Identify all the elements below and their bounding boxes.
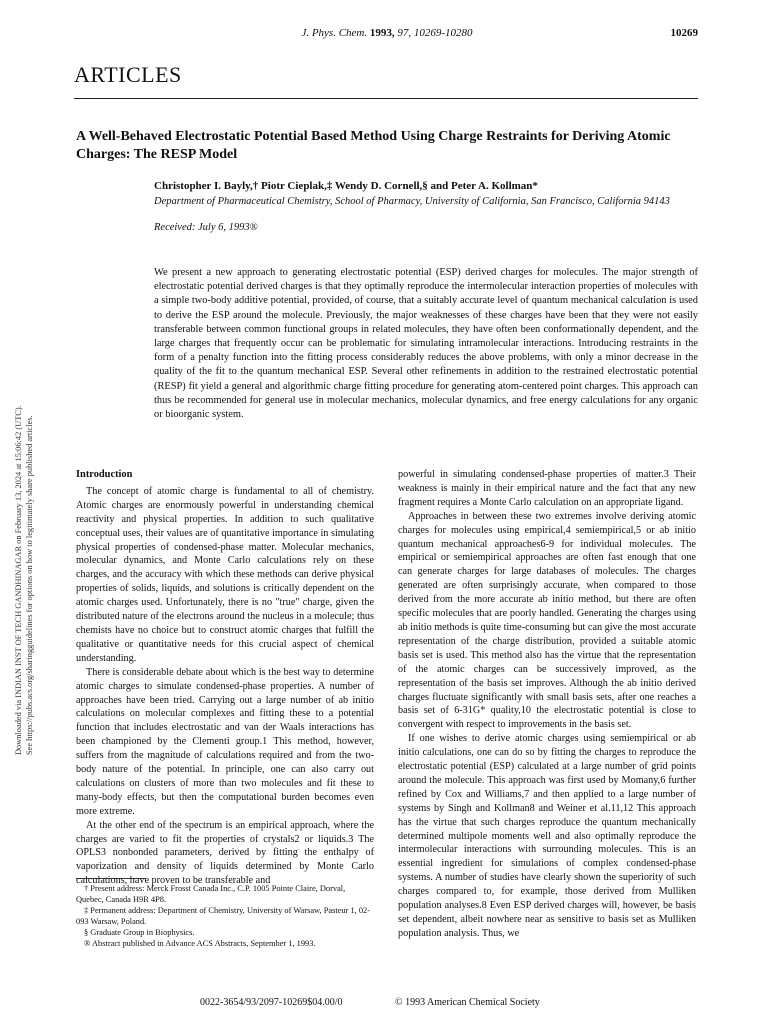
body-paragraph: If one wishes to derive atomic charges using semiempirical or ab initio calculations, one can do so by fitting the charges to reproduce the electrostatic potential (ESP) calculated at a large number of grid points around the molecule. This approach was first used by Momany,6 further refined by Cox and Williams,7 and then applied to a large number of systems by Singh and Kollman8 and Weiner et al.11,12 This approach has the virtue that such charges reproduce the quantum mechanically determined multipole moments well and also optimally reproduce the intermolecular interactions with surrounding molecules. This is an essential ingredient for simulations of complex condensed-phase systems. A number of studies have clearly shown the superiority of such charges compared to, for example, those derived from Mulliken population analyses.8 Even ESP derived charges will, however, be basis set dependent, albeit nowhere near as sensitive to basis set as Mulliken population analysis. Thus, we xyxy=(398,733,696,939)
section-heading-introduction: Introduction xyxy=(76,469,133,480)
footnote: ® Abstract published in Advance ACS Abstracts, September 1, 1993. xyxy=(84,939,316,948)
journal-volume: 97, xyxy=(397,27,412,39)
journal-year: 1993, xyxy=(369,27,395,39)
journal-pages: 10269-10280 xyxy=(413,27,473,39)
section-banner: ARTICLES xyxy=(74,62,182,87)
issn-code: 0022-3654/93/2097-10269$04.00/0 xyxy=(200,997,343,1008)
footnote-rule xyxy=(76,878,146,879)
author-list: Christopher I. Bayly,† Piotr Cieplak,‡ Wendy D. Cornell,§ and Peter A. Kollman* xyxy=(154,180,538,192)
footnotes xyxy=(76,883,374,949)
body-paragraph: At the other end of the spectrum is an empirical approach, where the charges are varied to fit the properties of crystals2 or liquids.3 The OPLS3 nonbonded parameters, derived by fitting the enthalpy of vaporization and density of liquids determined by Monte Carlo calculations, have proven to be transferable and xyxy=(76,819,374,887)
left-column xyxy=(76,468,374,887)
footnote: ‡ Permanent address: Department of Chemistry, University of Warsaw, Pasteur 1, 02-093 Warsaw, Poland. xyxy=(76,906,371,926)
article-title: A Well-Behaved Electrostatic Potential Based Method Using Charge Restraints for Deriving Atomic Charges: The RESP Model xyxy=(76,129,671,162)
body-paragraph: powerful in simulating condensed-phase properties of matter.3 Their weakness is mainly in their empirical nature and the fact that any new fragment requires a Monte Carlo calculation on an appropriate ligand. xyxy=(398,469,696,508)
sharing-guidelines-line: See https://pubs.acs.org/sharingguidelines for options on how to legitimately share published articles. xyxy=(24,415,34,755)
journal-name: J. Phys. Chem. xyxy=(301,27,368,39)
banner-rule xyxy=(74,98,698,99)
abstract: We present a new approach to generating electrostatic potential (ESP) derived charges for molecules. The major strength of electrostatic potential derived charges is that they optimally reproduce the intermolecular interaction properties of molecules with a simple two-body additive potential, provided, of course, that a suitably accurate level of quantum mechanical calculation is used to derive the ESP around the molecule. Previously, the major weaknesses of these charges have been that they were not easily transferable between common functional groups in related molecules, they have often been conformationally dependent, and the large charges that frequently occur can be problematic for simulating intramolecular interactions. Introducing restraints in the form of a penalty function into the fitting process considerably reduces the above problems, with only a minor decrease in the quality of the fit to the quantum mechanical ESP. Several other refinements in addition to the restrained electrostatic potential (RESP) fit yield a general and algorithmic charge fitting procedure for generating atom-centered point charges. This approach can thus be recommended for general use in molecular mechanics, molecular dynamics, and free energy calculations for any organic or bioorganic system. xyxy=(154,267,698,421)
copyright-notice: © 1993 American Chemical Society xyxy=(395,997,540,1008)
received-date: Received: July 6, 1993® xyxy=(154,222,258,233)
body-paragraph: The concept of atomic charge is fundamental to all of chemistry. Atomic charges are enormously powerful in understanding chemical reactivity and physical properties. In addition to such qualitative conceptual uses, their values are of quantitative importance in simulating physical properties of condensed-phase matter. Molecular mechanics, molecular dynamics, and Monte Carlo calculations rely on these charges, and the accuracy with which these methods can derive physical properties of solids, liquids, and solutions is critically dependent on the atomic charges used. Unfortunately, there is no "true" charge, given the distributed nature of the electrons around the nucleus in a molecule; thus chemists have no choice but to construct atomic charges that fulfill the qualitative or quantitative needs for this crucial aspect of chemical understanding. xyxy=(76,485,374,664)
download-notice-line: Downloaded via INDIAN INST OF TECH GANDHINAGAR on February 13, 2024 at 15:06:42 (UTC). xyxy=(14,405,23,755)
footnote: † Present address: Merck Frosst Canada Inc., C.P. 1005 Pointe Claire, Dorval, Quebec, Canada H9R 4P8. xyxy=(76,884,346,904)
download-notice xyxy=(14,315,35,755)
journal-reference xyxy=(232,27,542,39)
affiliation: Department of Pharmaceutical Chemistry, School of Pharmacy, University of California, San Francisco, California 94143 xyxy=(154,196,670,207)
body-paragraph: Approaches in between these two extremes involve deriving atomic charges for molecules using empirical,4 semiempirical,5 or ab initio quantum mechanical approaches6-9 for individual molecules. The empirical or semiempirical approaches are often fast enough that one can generate charges for large databases of molecules. The charges generated are often surprisingly accurate, when compared to those derived from the more accurate ab initio method, but there are often specific molecules that are poorly handled. Generating the charges using ab initio methods is quite time-consuming but can give the most accurate representation of the charge distribution, provided a suitable atomic basis set is used. This method also has the virtue that the representation of the atomic charges can be successively improved, as the representation of the basis set improves. Although the ab initio derived charges fluctuate significantly with small basis sets, after one reaches a basis set of 6-31G* quality,10 the electrostatic potential is close to convergent with respect to improvements in the basis set. xyxy=(398,510,696,731)
body-paragraph: There is considerable debate about which is the best way to determine atomic charges to simulate condensed-phase properties. A number of approaches have been tried. Carrying out a large number of ab initio calculations on molecular complexes and fitting these to a potential function that includes electrostatic and van der Waals interactions has been championed by the Clementi group.1 This method, however, suffers from the magnitude of calculations required and from the two-body nature of the potential. In principle, one can also carry out calculations on clusters of more than two molecules and fit these to many-body effects, but then the computational burden becomes even more extreme. xyxy=(76,666,374,817)
page-number: 10269 xyxy=(670,27,698,39)
footnote: § Graduate Group in Biophysics. xyxy=(84,928,195,937)
right-column xyxy=(398,468,696,1013)
